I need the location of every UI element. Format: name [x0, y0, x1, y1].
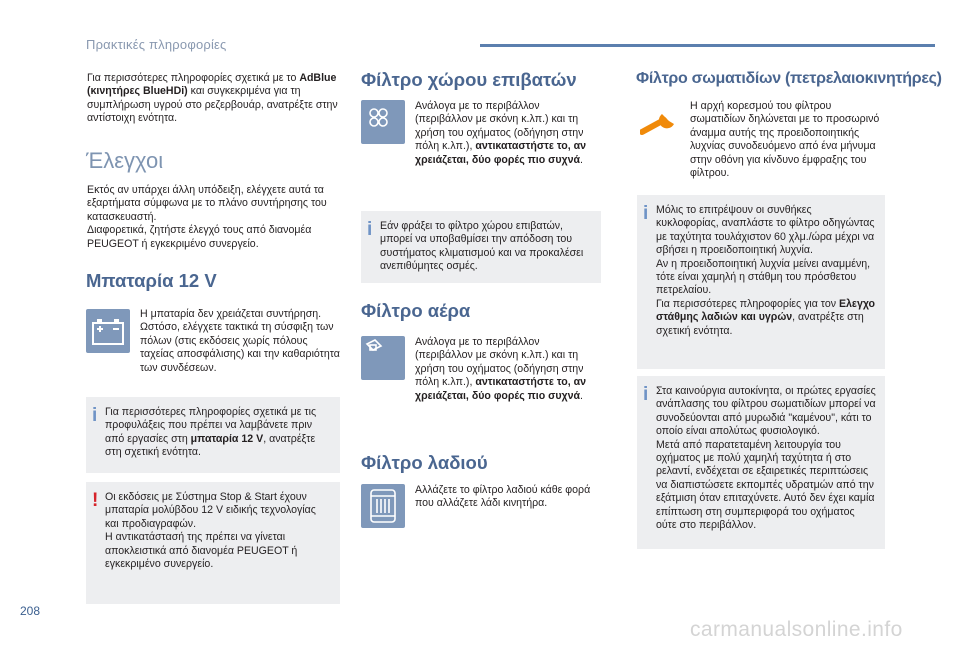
- battery-icon: [86, 309, 130, 353]
- info-mark-icon: i: [643, 203, 649, 224]
- dpf-warning-lamp-icon: [640, 108, 684, 138]
- cabin-filter-icon: [361, 100, 405, 144]
- battery-text: Η μπαταρία δεν χρειάζεται συντήρηση. Ωστόσο, ελέγχετε τακτικά τη σύσφιξη των πόλων (στις εκδόσεις χωρίς πόλους ταχείας αποσφάλισης) και την καθαριότητα των συνδέσεων.: [140, 308, 340, 374]
- oil-filter-icon: [361, 484, 405, 528]
- dpf-note-2-text: Στα καινούργια αυτοκίνητα, οι πρώτες εργασίες ανάπλασης του φίλτρου σωματιδίων μπορεί να συνοδεύονται από μυρωδιά "καμένου", κάτι το οποίο είναι απολύτως φυσιολογικό. Μετά από παρατεταμένη λειτουργία του οχήματος με πολύ χαμηλή ταχύτητα ή στο ρελαντί, ενδέχεται σε εξαιρετικές περιπτώσεις να διαπιστώσετε εκπομπές υδρατμών από την εξάτμιση όταν επιταχύνετε. Αυτό δεν έχει καμία επίπτωση στη συμπεριφορά του οχήματος ούτε στο περιβάλλον.: [656, 385, 876, 532]
- dpf-note-1-text: Μόλις το επιτρέψουν οι συνθήκες κυκλοφορίας, αναπλάστε το φίλτρο οδηγώντας με ταχύτητα τουλάχιστον 60 χλμ./ώρα μέχρι να σβήσει η προειδοποιητική λυχνία. Αν η προειδοποιητική λυχνία μείνει αναμμένη, τότε είναι χαμηλή η στάθμη του πρόσθετου πετρελαίου. Για περισσότερες πληροφορίες για τον Ελεγχο στάθμης λαδιών και υγρών, ανατρέξτε στη σχετική ενότητα.: [656, 204, 876, 337]
- page-header-title: Πρακτικές πληροφορίες: [86, 37, 227, 52]
- stopstart-warning-note: [86, 482, 340, 604]
- cabin-note-text: Εάν φράξει το φίλτρο χώρου επιβατών, μπορεί να υποβαθμίσει την απόδοση του συστήματος κλιματισμού και να προκαλέσει ανεπιθύμητες οσμές.: [380, 220, 584, 273]
- oil-filter-heading: Φίλτρο λαδιού: [361, 452, 488, 473]
- dpf-heading: Φίλτρο σωματιδίων (πετρελαιοκινητήρες): [636, 70, 942, 87]
- oil-filter-text: Αλλάζετε το φίλτρο λαδιού κάθε φορά που αλλάζετε λάδι κινητήρα.: [415, 484, 591, 510]
- cabin-filter-text: Ανάλογα με το περιβάλλον (περιβάλλον με σκόνη κ.λπ.) και τη χρήση του οχήματος (οδήγηση στην πόλη κ.λπ.), αντικαταστήστε το, αν χρειάζεται, δύο φορές πιο συχνά.: [415, 100, 587, 166]
- warning-mark-icon: !: [92, 490, 99, 511]
- info-mark-icon: i: [367, 219, 373, 240]
- info-mark-icon: i: [92, 405, 98, 426]
- cabin-filter-heading: Φίλτρο χώρου επιβατών: [361, 69, 577, 90]
- checks-text: Εκτός αν υπάρχει άλλη υπόδειξη, ελέγχετε αυτά τα εξαρτήματα σύμφωνα με το πλάνο συντήρησης του κατασκευαστή. Διαφορετικά, ζητήστε έλεγχό τους από διανομέα PEUGEOT ή εγκεκριμένο συνεργείο.: [87, 184, 327, 250]
- dpf-info-note-1: [637, 195, 885, 369]
- dpf-text: Η αρχή κορεσμού του φίλτρου σωματιδίων δηλώνεται με το προσωρινό άναμμα αυτής της προειδοποιητικής λυχνίας συνοδευόμενο από ένα μήνυμα στην οθόνη για κίνδυνο έμφραξης του φίλτρου.: [690, 100, 880, 180]
- stopstart-note-text: Οι εκδόσεις με Σύστημα Stop & Start έχουν μπαταρία μολύβδου 12 V ειδικής τεχνολογίας και προδιαγραφών. Η αντικατάστασή της πρέπει να γίνεται αποκλειστικά από διανομέα PEUGEOT ή εγκεκριμένο συνεργείο.: [105, 491, 316, 571]
- header-rule: [480, 44, 935, 47]
- battery-info-note: [86, 397, 340, 473]
- battery-note-text: Για περισσότερες πληροφορίες σχετικά με τις προφυλάξεις που πρέπει να λαμβάνετε πριν από εργασίες στη μπαταρία 12 V, ανατρέξτε στη σχετική ενότητα.: [105, 406, 317, 459]
- adblue-intro: Για περισσότερες πληροφορίες σχετικά με το AdBlue (κινητήρες BlueHDi) και συγκεκριμένα για τη συμπλήρωση υγρού στο ρεζερβουάρ, ανατρέξτε στην αντίστοιχη ενότητα.: [87, 72, 338, 125]
- air-filter-icon: [361, 336, 405, 380]
- checks-heading: Έλεγχοι: [86, 148, 164, 173]
- cabin-info-note: [361, 211, 601, 283]
- page-number: 208: [20, 604, 41, 618]
- battery-heading: Μπαταρία 12 V: [86, 270, 217, 291]
- air-filter-heading: Φίλτρο αέρα: [361, 300, 471, 321]
- dpf-info-note-2: [637, 376, 885, 549]
- info-mark-icon: i: [643, 384, 649, 405]
- watermark: carmanualsonline.info: [690, 618, 903, 641]
- air-filter-text: Ανάλογα με το περιβάλλον (περιβάλλον με σκόνη κ.λπ.) και τη χρήση του οχήματος (οδήγηση στην πόλη κ.λπ.), αντικαταστήστε το, αν χρειάζεται, δύο φορές πιο συχνά.: [415, 336, 587, 402]
